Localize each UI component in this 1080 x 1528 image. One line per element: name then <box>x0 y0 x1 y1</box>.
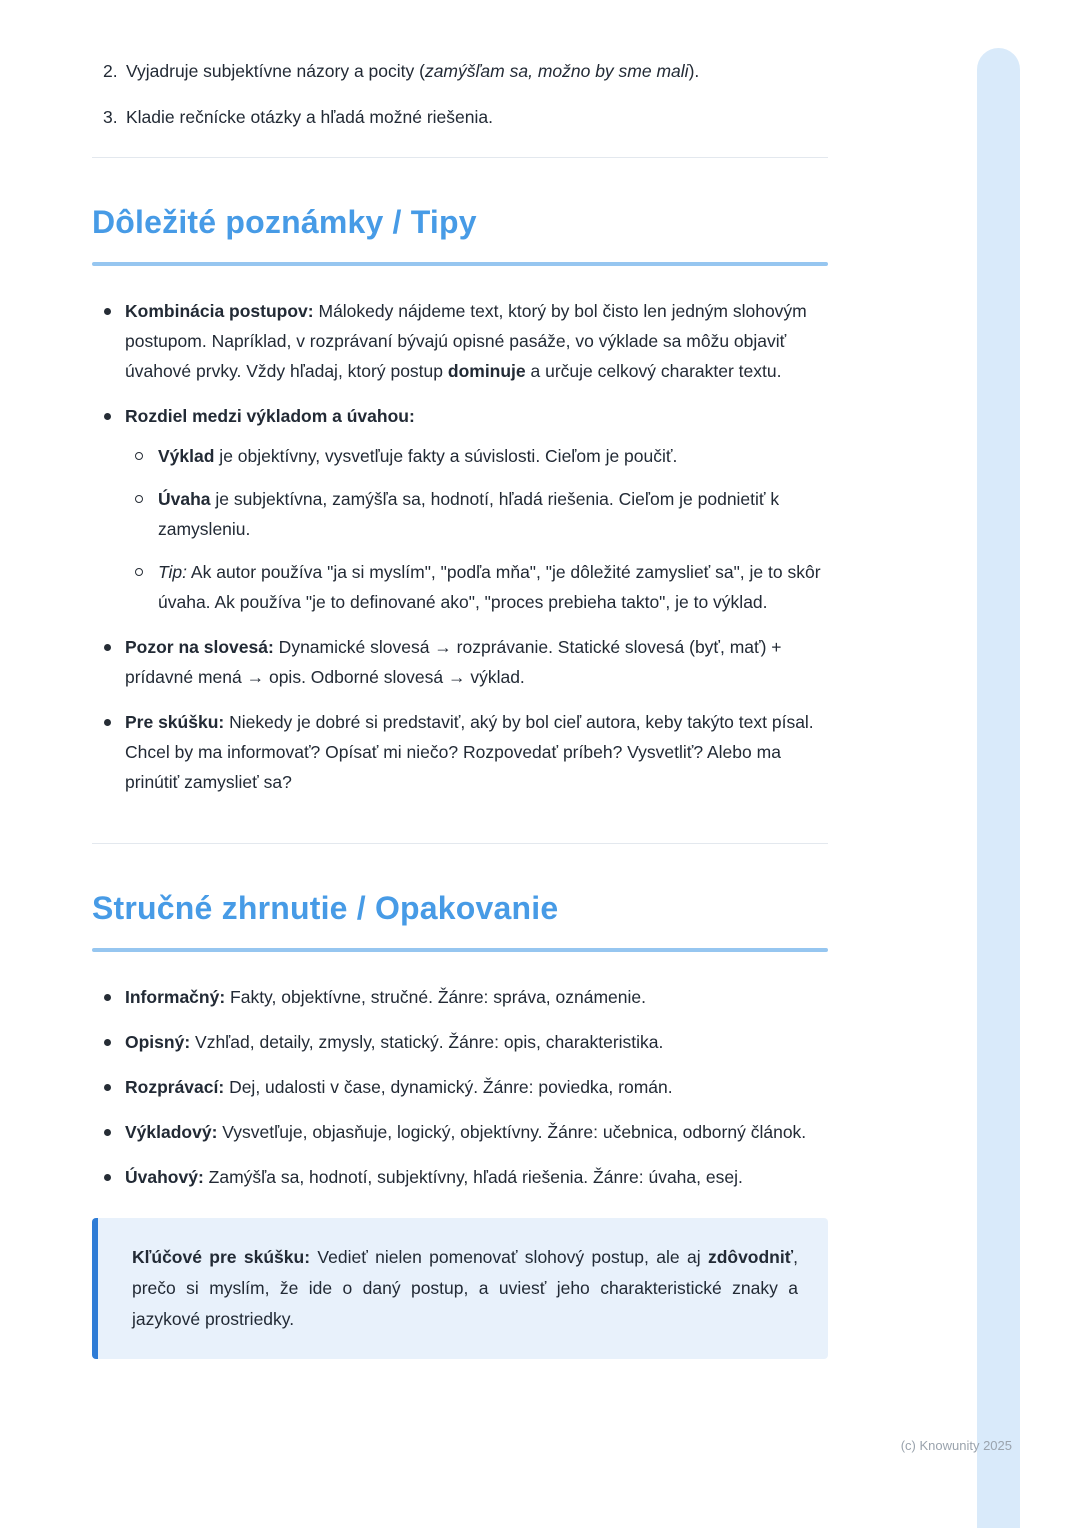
page-edge-bar <box>977 48 1020 1528</box>
callout-text: Kľúčové pre skúšku: Vedieť nielen pomenovať slohový postup, ale aj zdôvodniť, prečo si myslím, že ide o daný postup, a uviesť jeho charakteristické znaky a jazykové prostriedky. <box>132 1247 798 1329</box>
bullet-item <box>92 982 828 1012</box>
sub-bullet-text: Výklad je objektívny, vysvetľuje fakty a súvislosti. Cieľom je poučiť. <box>158 446 678 466</box>
bullet-text: Kombinácia postupov: Málokedy nájdeme text, ktorý by bol čisto len jedným slohovým postupom. Napríklad, v rozprávaní bývajú opisné pasáže, vo výklade sa môžu objaviť úvahové prvky. Vždy hľadaj, ktorý postup dominuje a určuje celkový charakter textu. <box>125 301 807 381</box>
bullet-item <box>92 1072 828 1102</box>
bullet-item <box>92 1162 828 1192</box>
title-underline <box>92 948 828 952</box>
item-text: Vyjadruje subjektívne názory a pocity (zamýšľam sa, možno by sme mali). <box>126 61 700 81</box>
summary-bullet-list <box>92 982 828 1192</box>
section-title-tips: Dôležité poznámky / Tipy <box>92 204 477 240</box>
bullet-item <box>92 632 828 692</box>
bullet-text: Informačný: Fakty, objektívne, stručné. Žánre: správa, oznámenie. <box>125 987 647 1007</box>
bullet-text: Opisný: Vzhľad, detaily, zmysly, statický. Žánre: opis, charakteristika. <box>125 1032 664 1052</box>
bullet-item <box>92 707 828 797</box>
numbered-list-item <box>92 56 828 86</box>
bullet-text: Výkladový: Vysvetľuje, objasňuje, logický, objektívny. Žánre: učebnica, odborný článok. <box>125 1122 807 1142</box>
section-divider <box>92 843 828 844</box>
item-number: 2. <box>103 61 118 81</box>
bullet-item <box>92 1027 828 1057</box>
title-underline <box>92 262 828 266</box>
bullet-text: Rozdiel medzi výkladom a úvahou: <box>125 406 415 426</box>
exam-key-callout <box>92 1218 828 1359</box>
copyright-footer: (c) Knowunity 2025 <box>900 1438 1012 1453</box>
bullet-item <box>92 401 828 617</box>
section-divider <box>92 157 828 158</box>
bullet-text: Rozprávací: Dej, udalosti v čase, dynamický. Žánre: poviedka, román. <box>125 1077 673 1097</box>
sub-bullet-item <box>125 557 828 617</box>
bullet-item <box>92 1117 828 1147</box>
sub-bullet-item <box>125 441 828 471</box>
sub-bullet-item <box>125 484 828 544</box>
section-title-summary: Stručné zhrnutie / Opakovanie <box>92 890 559 926</box>
sub-bullet-text: Tip: Ak autor používa "ja si myslím", "podľa mňa", "je dôležité zamyslieť sa", je to skôr úvaha. Ak používa "je to definované ako", "proces prebieha takto", je to výklad. <box>158 562 821 612</box>
item-number: 3. <box>103 107 118 127</box>
sub-bullet-list <box>125 441 828 617</box>
numbered-list-item <box>92 102 828 132</box>
document-content <box>92 0 828 1359</box>
bullet-text: Pre skúšku: Niekedy je dobré si predstaviť, aký by bol cieľ autora, keby takýto text písal. Chcel by ma informovať? Opísať mi niečo? Rozpovedať príbeh? Vysvetliť? Alebo ma prinútiť zamyslieť sa? <box>125 712 814 792</box>
bullet-text: Úvahový: Zamýšľa sa, hodnotí, subjektívny, hľadá riešenia. Žánre: úvaha, esej. <box>125 1167 743 1187</box>
bullet-text: Pozor na slovesá: Dynamické slovesá → rozprávanie. Statické slovesá (byť, mať) + prídavné mená → opis. Odborné slovesá → výklad. <box>125 637 782 687</box>
tips-bullet-list <box>92 296 828 797</box>
bullet-item <box>92 296 828 386</box>
sub-bullet-text: Úvaha je subjektívna, zamýšľa sa, hodnotí, hľadá riešenia. Cieľom je podnietiť k zamysleniu. <box>158 489 780 539</box>
item-text: Kladie rečnícke otázky a hľadá možné riešenia. <box>126 107 493 127</box>
